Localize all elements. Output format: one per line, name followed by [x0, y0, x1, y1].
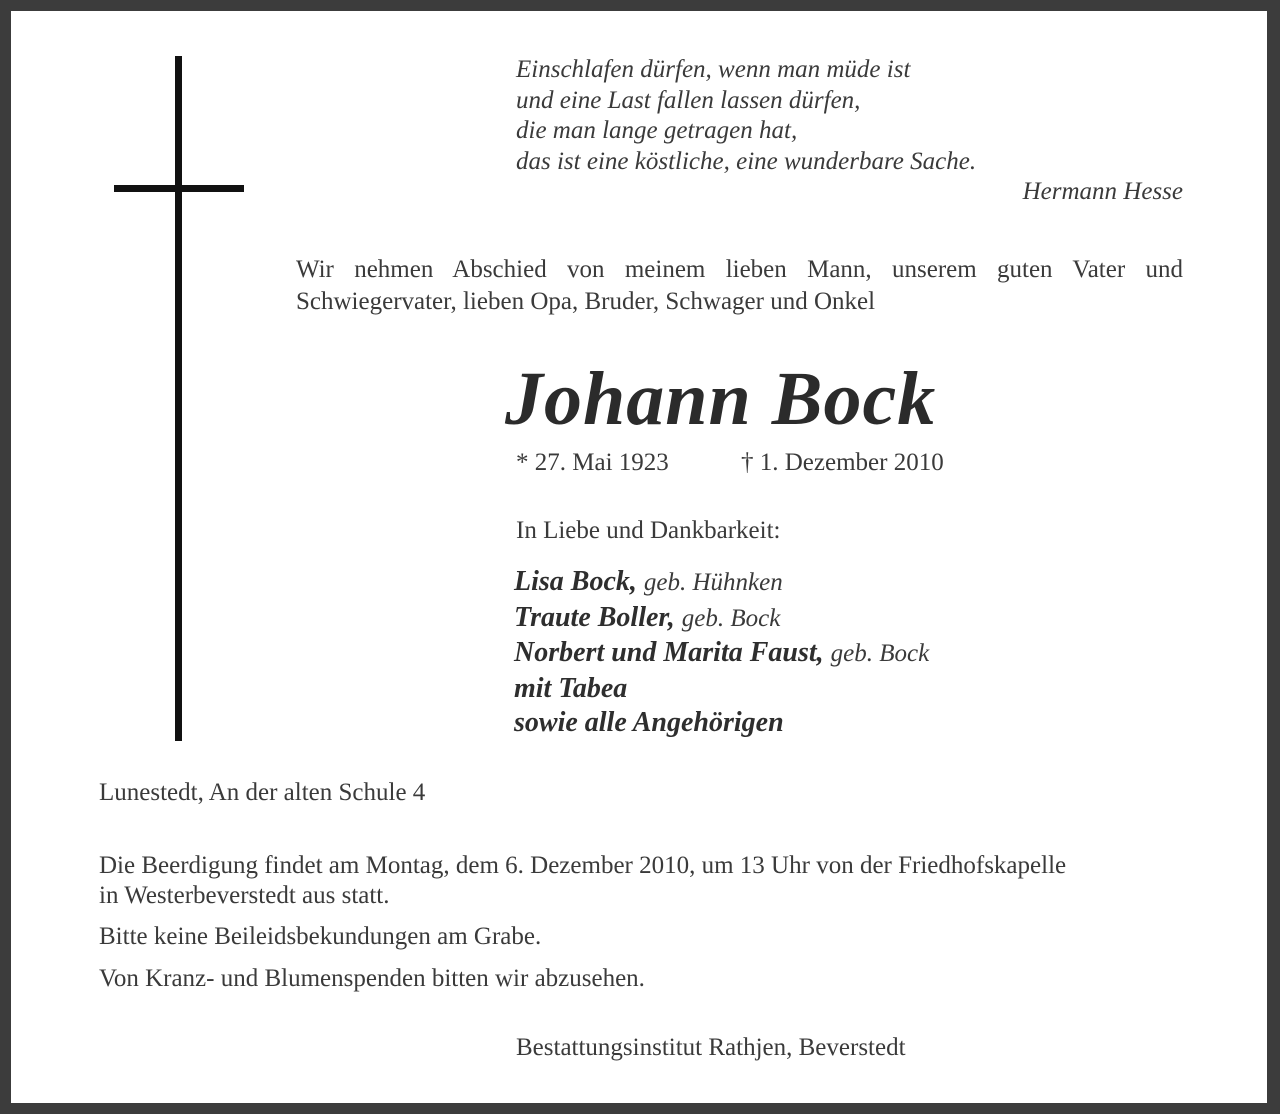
undertaker-name: Bestattungsinstitut Rathjen, Beverstedt [516, 1034, 906, 1061]
list-item [514, 672, 929, 707]
poem-author: Hermann Hesse [1022, 178, 1183, 205]
funeral-line: in Westerbeverstedt aus statt. [99, 882, 390, 909]
flowers-note: Von Kranz- und Blumenspenden bitten wir abzusehen. [99, 965, 645, 992]
mourner-name: sowie alle Angehörigen [514, 707, 784, 738]
list-item [514, 565, 929, 601]
intro-line: Schwiegervater, lieben Opa, Bruder, Schwager und Onkel [296, 288, 876, 315]
poem-line: Einschlafen dürfen, wenn man müde ist [516, 56, 911, 83]
mourner-birth-name: geb. Bock [681, 604, 781, 632]
cross-icon-crossbar [114, 185, 244, 192]
death-date: † 1. Dezember 2010 [741, 449, 944, 476]
funeral-info [99, 851, 1189, 911]
funeral-line: Die Beerdigung findet am Montag, dem 6. Dezember 2010, um 13 Uhr von der Friedhofskapelle [99, 852, 1067, 879]
mourner-birth-name: geb. Hühnken [643, 569, 783, 596]
intro-line: Wir nehmen Abschied von meinem lieben Mann, unserem guten Vater und [296, 256, 1183, 283]
poem-line: und eine Last fallen lassen dürfen, [516, 86, 861, 114]
mourner-name: Traute Boller, [514, 601, 675, 633]
family-address: Lunestedt, An der alten Schule 4 [99, 779, 426, 806]
poem-quote [516, 55, 1183, 208]
cross-icon [175, 56, 182, 741]
mourner-birth-name: geb. Bock [830, 640, 930, 667]
poem-line: die man lange getragen hat, [516, 117, 798, 144]
mourner-name: Norbert und Marita Faust, [514, 637, 824, 668]
mourners-heading: In Liebe und Dankbarkeit: [516, 517, 781, 544]
mourner-name: Lisa Bock, [514, 566, 637, 597]
list-item [514, 601, 929, 637]
list-item [514, 706, 929, 741]
deceased-name: Johann Bock [505, 357, 937, 441]
list-item [514, 636, 929, 672]
birth-date: * 27. Mai 1923 [516, 449, 669, 476]
condolence-note: Bitte keine Beileidsbekundungen am Grabe. [99, 923, 542, 950]
poem-line: das ist eine köstliche, eine wunderbare Sache. [516, 147, 977, 175]
intro-text [296, 254, 1183, 318]
mourners-list [514, 565, 929, 741]
mourner-name: mit Tabea [514, 672, 628, 704]
obituary-page [11, 11, 1267, 1103]
